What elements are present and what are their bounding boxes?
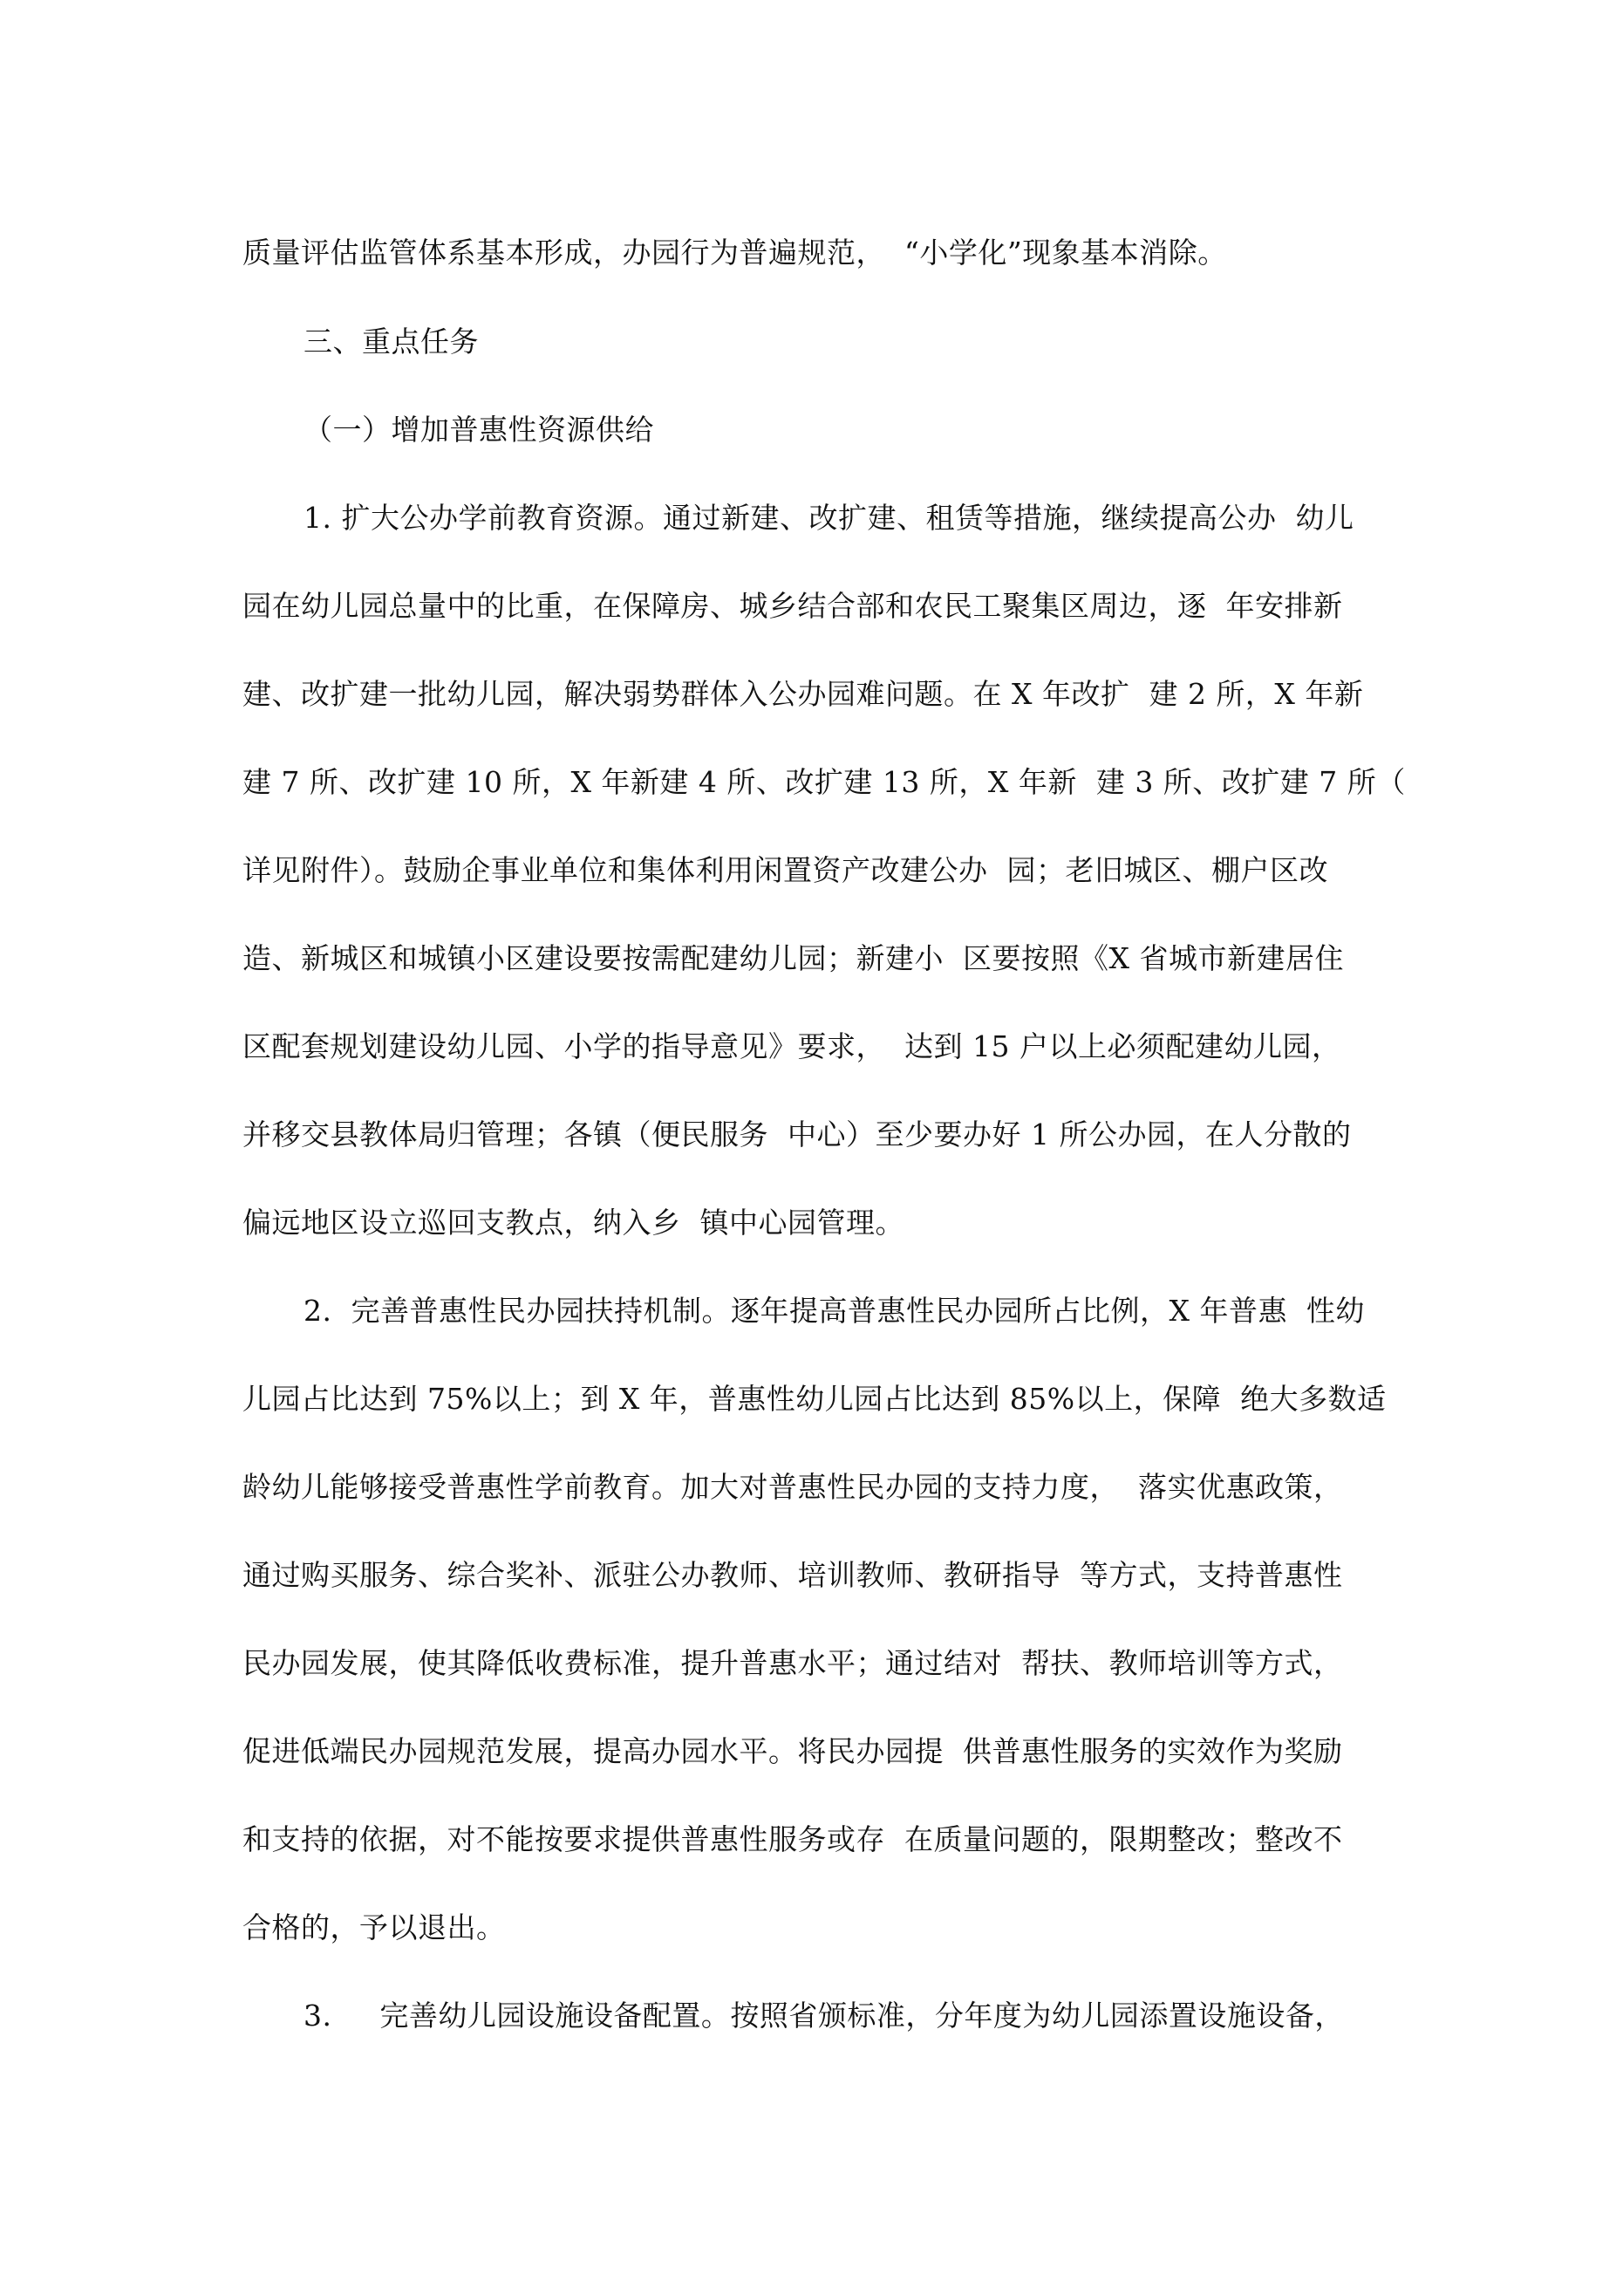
paragraph-line: 民办园发展，使其降低收费标准，提升普惠水平；通过结对 帮扶、教师培训等方式， — [242, 1646, 1343, 1680]
paragraph-line: 建 7 所、改扩建 10 所，X 年新建 4 所、改扩建 13 所，X 年新 建 3 所、改扩建 7 所（ — [242, 765, 1406, 799]
paragraph-line: 3. 完善幼儿园设施设备配置。按照省颁标准，分年度为幼儿园添置设施设备， — [303, 1999, 1344, 2033]
paragraph-line: 龄幼儿能够接受普惠性学前教育。加大对普惠性民办园的支持力度， 落实优惠政策， — [242, 1470, 1343, 1504]
paragraph-line: 2. 完善普惠性民办园扶持机制。逐年提高普惠性民办园所占比例，X 年普惠 性幼 — [303, 1294, 1365, 1328]
paragraph-line: 详见附件）。鼓励企事业单位和集体利用闲置资产改建公办 园；老旧城区、棚户区改 — [242, 853, 1328, 887]
subsection-heading: （一）增加普惠性资源供给 — [303, 413, 654, 447]
section-heading: 三、重点任务 — [303, 325, 479, 359]
paragraph-line: 造、新城区和城镇小区建设要按需配建幼儿园；新建小 区要按照《X 省城市新建居住 — [242, 941, 1344, 975]
paragraph-line: 园在幼儿园总量中的比重，在保障房、城乡结合部和农民工聚集区周边，逐 年安排新 — [242, 589, 1343, 623]
paragraph-line: 偏远地区设立巡回支教点，纳入乡 镇中心园管理。 — [242, 1206, 904, 1240]
paragraph-line: 质量评估监管体系基本形成，办园行为普遍规范， “小学化”现象基本消除。 — [242, 236, 1227, 270]
paragraph-line: 儿园占比达到 75%以上；到 X 年，普惠性幼儿园占比达到 85%以上，保障 绝大多数适 — [242, 1382, 1387, 1416]
paragraph-line: 通过购买服务、综合奖补、派驻公办教师、培训教师、教研指导 等方式，支持普惠性 — [242, 1558, 1343, 1592]
paragraph-line: 促进低端民办园规范发展，提高办园水平。将民办园提 供普惠性服务的实效作为奖励 — [242, 1734, 1343, 1768]
paragraph-line: 建、改扩建一批幼儿园，解决弱势群体入公办园难问题。在 X 年改扩 建 2 所，X 年新 — [242, 677, 1364, 711]
paragraph-line: 区配套规划建设幼儿园、小学的指导意见》要求， 达到 15 户以上必须配建幼儿园， — [242, 1029, 1341, 1063]
paragraph-line: 合格的，予以退出。 — [242, 1910, 506, 1944]
paragraph-line: 1. 扩大公办学前教育资源。通过新建、改扩建、租赁等措施，继续提高公办 幼儿 — [303, 501, 1354, 535]
paragraph-line: 和支持的依据，对不能按要求提供普惠性服务或存 在质量问题的，限期整改；整改不 — [242, 1822, 1343, 1856]
paragraph-line: 并移交县教体局归管理；各镇（便民服务 中心）至少要办好 1 所公办园，在人分散的 — [242, 1117, 1352, 1151]
